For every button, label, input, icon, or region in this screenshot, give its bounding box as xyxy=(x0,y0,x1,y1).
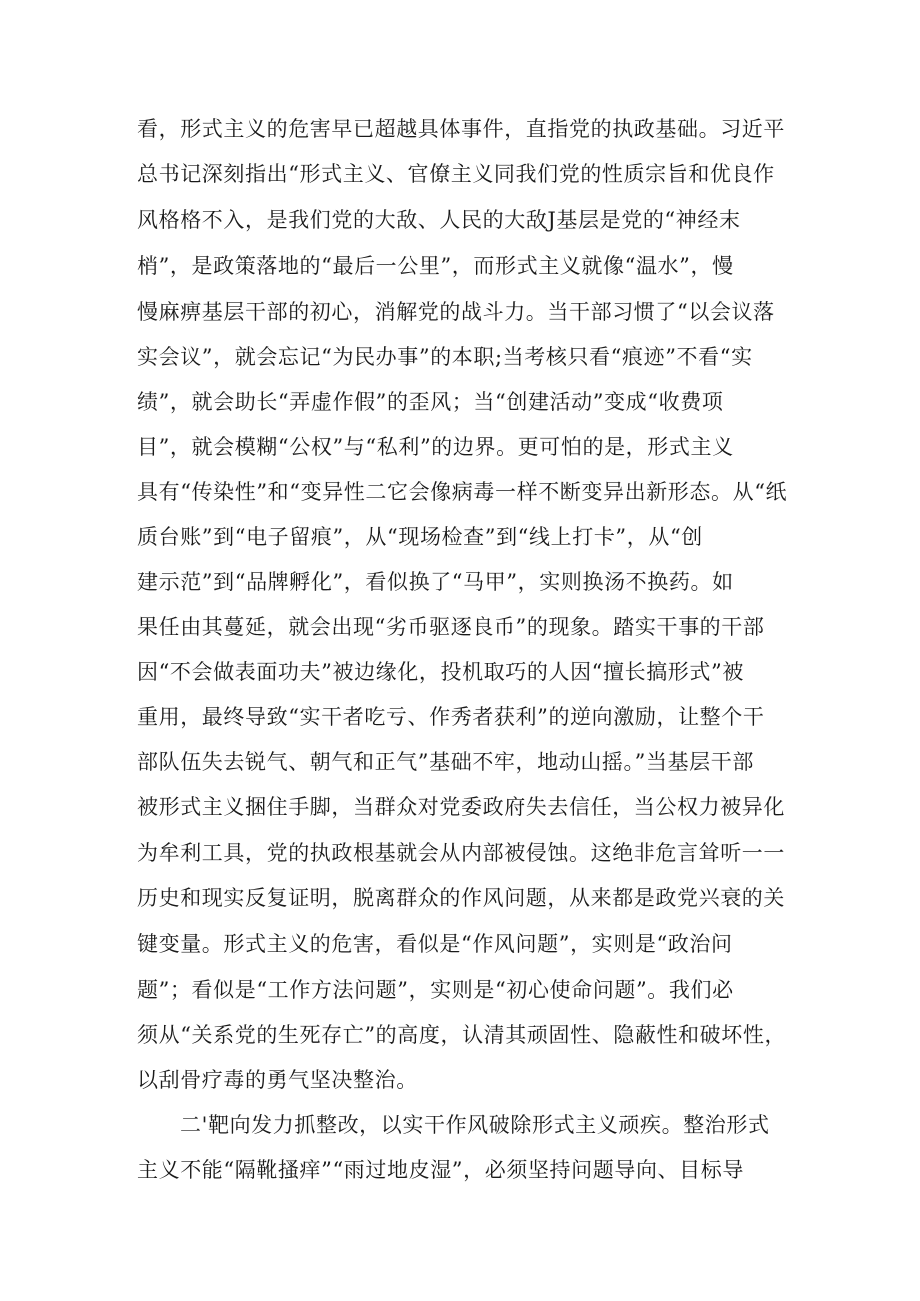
text-line: 题”；看似是“工作方法问题”，实则是“初心使命问题”。我们必 xyxy=(137,978,734,1002)
text-line: 梢”，是政策落地的“最后一公里”，而形式主义就像“温水”，慢 xyxy=(137,254,734,278)
text-line: 为牟利工具，党的执政根基就会从内部被侵蚀。这绝非危言耸听一一 xyxy=(137,841,785,865)
text-line: 以刮骨疗毒的勇气坚决整治。 xyxy=(137,1068,418,1092)
text-line: 重用，最终导致“实干者吃亏、作秀者获利”的逆向激励，让整个干 xyxy=(137,705,765,729)
text-line: 键变量。形式主义的危害，看似是“作风问题”，实则是“政治问 xyxy=(137,932,733,956)
section-heading-line: 二'靶向发力抓整改，以实干作风破除形式主义顽疾。整治形式 xyxy=(180,1113,770,1137)
text-line: 因“不会做表面功夫”被边缘化，投机取巧的人因“擅长搞形式”被 xyxy=(137,660,744,684)
text-line: 绩”，就会助长“弄虚作假”的歪风；当“创建活动”变成“收费项 xyxy=(137,390,724,414)
text-line: 须从“关系党的生死存亡”的高度，认清其顽固性、隐蔽性和破坏性， xyxy=(137,1023,787,1047)
text-line: 建示范”到“品牌孵化”，看似换了“马甲”，实则换汤不换药。如 xyxy=(137,570,734,594)
text-line: 质台账”到“电子留痕”，从“现场检查”到“线上打卡”，从“创 xyxy=(137,525,703,549)
text-line: 部队伍失去锐气、朝气和正气”基础不牢，地动山摇。”当基层干部 xyxy=(137,750,754,774)
text-line: 果任由其蔓延，就会出现“劣币驱逐良币”的现象。踏实干事的干部 xyxy=(137,615,765,639)
text-line: 被形式主义捆住手脚，当群众对党委政府失去信任，当公权力被异化 xyxy=(137,795,785,819)
text-line: 具有“传染性”和“变异性二它会像病毒一样不断变异出新形态。从“纸 xyxy=(137,480,788,504)
text-line: 历史和现实反复证明，脱离群众的作风问题，从来都是政党兴衰的关 xyxy=(137,886,785,910)
text-line: 实会议”，就会忘记“为民办事”的本职;当考核只看“痕迹”不看“实 xyxy=(137,345,753,369)
text-line: 主义不能“隔靴搔痒”“雨过地皮湿”，必须坚持问题导向、目标导 xyxy=(137,1158,744,1182)
text-line: 慢麻痹基层干部的初心，消解党的战斗力。当干部习惯了“以会议落 xyxy=(137,300,775,324)
text-line: 看，形式主义的危害早已超越具体事件，直指党的执政基础。习近平 xyxy=(137,117,785,141)
text-line: 总书记深刻指出“形式主义、官僚主义同我们党的性质宗旨和优良作 xyxy=(137,162,775,186)
text-line: 目”，就会模糊“公权”与“私利”的边界。更可怕的是，形式主义 xyxy=(137,435,734,459)
text-line: 风格格不入，是我们党的大敌、人民的大敌J基层是党的“神经末 xyxy=(137,208,741,232)
